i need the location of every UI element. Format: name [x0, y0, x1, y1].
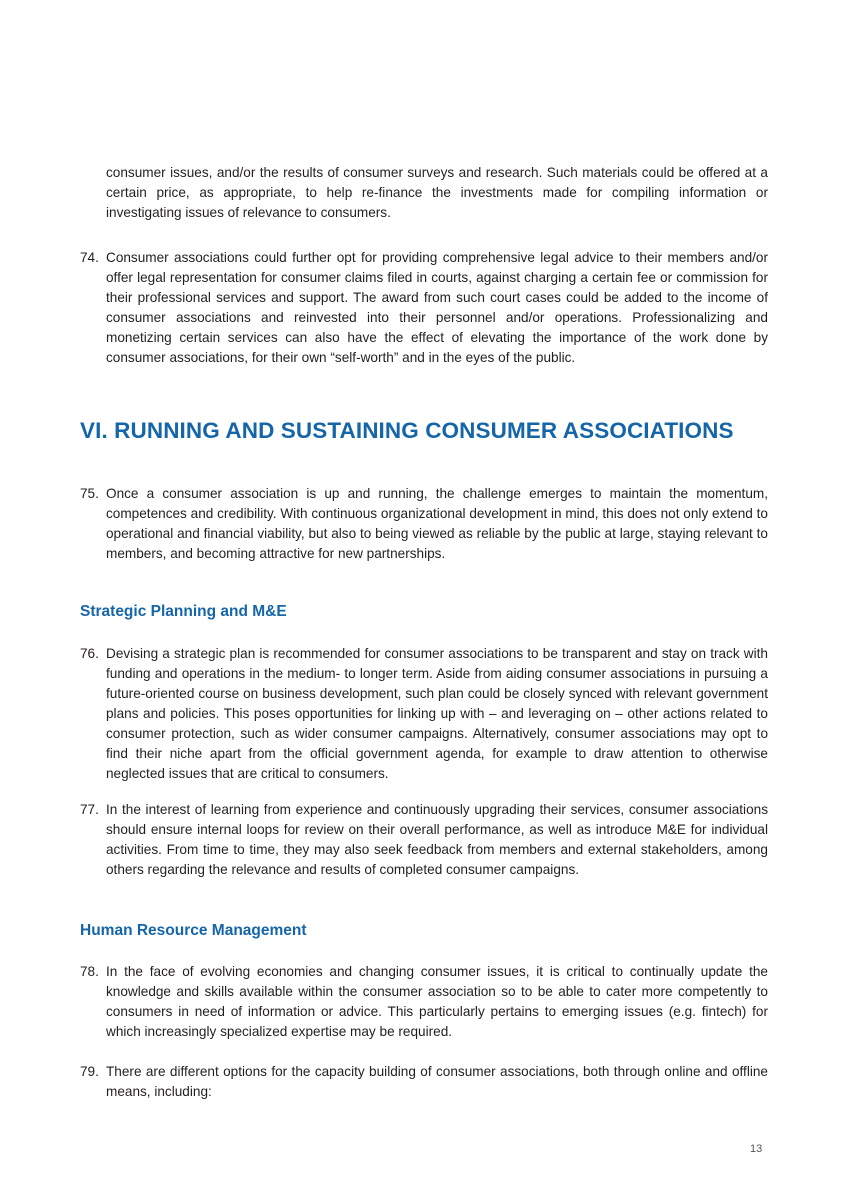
continued-paragraph: consumer issues, and/or the results of consumer surveys and research. Such materials could be offered at a certain price, as appropriate, to help re-finance the investments made for compiling information or investigating issues of relevance to consumers. — [106, 165, 768, 220]
section-heading: VI. RUNNING AND SUSTAINING CONSUMER ASSOCIATIONS — [80, 418, 734, 443]
paragraph-number: 78. — [80, 964, 99, 979]
paragraph-text: In the face of evolving economies and changing consumer issues, it is critical to continually update the knowledge and skills available within the consumer association so to be able to cater more competently to consumers in need of information or advice. This particularly pertains to emerging issues (e.g. fintech) for which increasingly specialized expertise may be required. — [106, 964, 768, 1039]
paragraph-number: 76. — [80, 646, 99, 661]
paragraph-78 — [80, 962, 768, 1042]
subheading-strategic-planning: Strategic Planning and M&E — [80, 603, 287, 620]
paragraph-77 — [80, 800, 768, 880]
page-number: 13 — [750, 1143, 763, 1155]
paragraph-text: Devising a strategic plan is recommended for consumer associations to be transparent and stay on track with funding and operations in the medium- to longer term. Aside from aiding consumer associations in pursuing a future-oriented course on business development, such plan could be closely synced with relevant government plans and policies. This poses opportunities for linking up with – and leveraging on – other actions related to consumer protection, such as wider consumer campaigns. Alternatively, consumer associations may opt to find their niche apart from the official government agenda, for example to draw attention to otherwise neglected issues that are critical to consumers. — [106, 646, 768, 781]
paragraph-79 — [80, 1062, 768, 1102]
subheading-human-resource: Human Resource Management — [80, 922, 307, 939]
paragraph-75 — [80, 484, 768, 564]
paragraph-74 — [80, 248, 768, 368]
paragraph-text: There are different options for the capacity building of consumer associations, both through online and offline means, including: — [106, 1064, 768, 1099]
paragraph-number: 74. — [80, 250, 99, 265]
paragraph-text: In the interest of learning from experience and continuously upgrading their services, consumer associations should ensure internal loops for review on their overall performance, as well as introduce M&E for individual activities. From time to time, they may also seek feedback from members and external stakeholders, among others regarding the relevance and results of completed consumer campaigns. — [106, 802, 768, 877]
paragraph-text: Once a consumer association is up and running, the challenge emerges to maintain the momentum, competences and credibility. With continuous organizational development in mind, this does not only extend to operational and financial viability, but also to being viewed as reliable by the public at large, staying relevant to members, and becoming attractive for new partnerships. — [106, 486, 768, 561]
paragraph-number: 79. — [80, 1064, 99, 1079]
paragraph-text: Consumer associations could further opt for providing comprehensive legal advice to their members and/or offer legal representation for consumer claims filed in courts, against charging a certain fee or commission for their professional services and support. The award from such court cases could be added to the income of consumer associations and reinvested into their personnel and/or operations. Professionalizing and monetizing certain services can also have the effect of elevating the importance of the work done by consumer associations, for their own “self-worth” and in the eyes of the public. — [106, 250, 768, 365]
paragraph-number: 77. — [80, 802, 99, 817]
paragraph-76 — [80, 644, 768, 784]
paragraph-number: 75. — [80, 486, 99, 501]
